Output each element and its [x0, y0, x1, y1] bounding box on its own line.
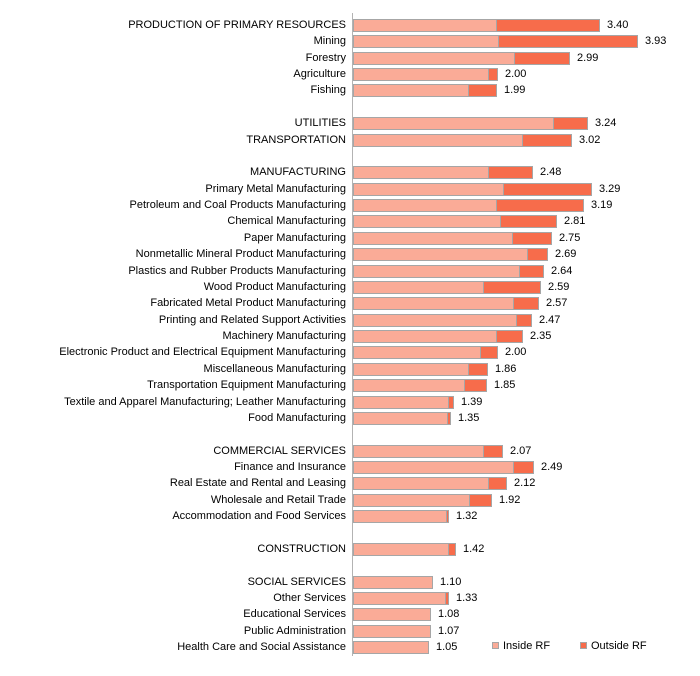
bar-category-label: Miscellaneous Manufacturing [203, 363, 346, 375]
bar-category-label: Other Services [273, 592, 346, 604]
bar-value-label: 2.49 [541, 461, 563, 473]
bar-segment-outside-rf [469, 494, 492, 507]
bar-segment-inside-rf [353, 199, 497, 212]
bar-segment-outside-rf [483, 445, 503, 458]
bar-segment-outside-rf [553, 117, 588, 130]
legend-item-inside-rf [492, 640, 550, 653]
bar-segment-inside-rf [353, 494, 470, 507]
inside-rf-swatch-icon [492, 642, 499, 649]
bar-category-label: Mining [313, 35, 346, 47]
bar-segment-inside-rf [353, 134, 523, 147]
bar-value-label: 1.05 [436, 641, 458, 653]
bar-category-label: Agriculture [293, 68, 346, 80]
bar-segment-outside-rf [503, 183, 592, 196]
bar-segment-outside-rf [498, 35, 638, 48]
bar-value-label: 3.02 [579, 134, 601, 146]
bar-value-label: 2.64 [551, 265, 573, 277]
bar-segment-inside-rf [353, 35, 499, 48]
bar-value-label: 3.93 [645, 35, 667, 47]
bar-category-label: Primary Metal Manufacturing [205, 183, 346, 195]
bar-value-label: 1.07 [438, 625, 460, 637]
bar-segment-inside-rf [353, 379, 465, 392]
bar-segment-inside-rf [353, 52, 515, 65]
bar-value-label: 1.39 [461, 396, 483, 408]
bar-segment-outside-rf [445, 592, 449, 605]
bar-value-label: 2.47 [539, 314, 561, 326]
bar-category-label: Paper Manufacturing [243, 232, 346, 244]
bar-segment-outside-rf [468, 363, 488, 376]
bar-category-label: Nonmetallic Mineral Product Manufacturing [135, 248, 346, 260]
bar-segment-outside-rf [522, 134, 572, 147]
bar-segment-inside-rf [353, 84, 469, 97]
bar-segment-outside-rf [513, 461, 534, 474]
bar-category-label: Fishing [310, 84, 346, 96]
bar-value-label: 1.86 [495, 363, 517, 375]
bar-value-label: 3.24 [595, 117, 617, 129]
bar-segment-inside-rf [353, 592, 446, 605]
bar-category-label: Machinery Manufacturing [222, 330, 346, 342]
bar-segment-inside-rf [353, 314, 517, 327]
bar-value-label: 2.59 [548, 281, 570, 293]
bar-category-label: Chemical Manufacturing [227, 215, 346, 227]
bar-segment-outside-rf [488, 166, 533, 179]
bar-category-label: Printing and Related Support Activities [158, 314, 346, 326]
bar-segment-inside-rf [353, 183, 504, 196]
bar-segment-outside-rf [496, 330, 523, 343]
bar-category-label: Fabricated Metal Product Manufacturing [150, 297, 346, 309]
bar-value-label: 1.92 [499, 494, 521, 506]
bar-value-label: 1.85 [494, 379, 516, 391]
legend-label-inside-rf: Inside RF [503, 640, 551, 652]
bar-category-label: Plastics and Rubber Products Manufacturing [128, 265, 346, 277]
bar-value-label: 1.08 [438, 608, 460, 620]
bar-value-label: 2.00 [505, 346, 527, 358]
bar-segment-inside-rf [353, 608, 431, 621]
bar-category-label: Finance and Insurance [234, 461, 346, 473]
bar-segment-inside-rf [353, 215, 501, 228]
bar-segment-outside-rf [488, 68, 498, 81]
bar-value-label: 1.10 [440, 576, 462, 588]
bar-segment-outside-rf [527, 248, 548, 261]
bar-category-label: PRODUCTION OF PRIMARY RESOURCES [128, 19, 346, 31]
bar-segment-inside-rf [353, 265, 520, 278]
bar-value-label: 2.81 [564, 215, 586, 227]
bar-segment-inside-rf [353, 330, 497, 343]
bar-segment-outside-rf [516, 314, 532, 327]
bar-value-label: 3.29 [599, 183, 621, 195]
bar-segment-outside-rf [483, 281, 541, 294]
bar-value-label: 2.35 [530, 330, 552, 342]
legend-item-outside-rf [580, 640, 647, 653]
bar-category-label: SOCIAL SERVICES [247, 576, 346, 588]
bar-value-label: 2.00 [505, 68, 527, 80]
bar-segment-inside-rf [353, 166, 489, 179]
bar-value-label: 1.35 [458, 412, 480, 424]
bar-segment-inside-rf [353, 363, 469, 376]
bar-category-label: Health Care and Social Assistance [177, 641, 346, 653]
bar-segment-outside-rf [468, 84, 497, 97]
bar-segment-inside-rf [353, 297, 514, 310]
bar-category-label: Forestry [305, 52, 346, 64]
bar-category-label: CONSTRUCTION [257, 543, 346, 555]
bar-segment-outside-rf [500, 215, 557, 228]
bar-segment-outside-rf [446, 510, 449, 523]
bar-segment-outside-rf [519, 265, 544, 278]
bar-category-label: Food Manufacturing [248, 412, 346, 424]
bar-value-label: 3.19 [591, 199, 613, 211]
bar-segment-inside-rf [353, 576, 433, 589]
bar-value-label: 1.32 [456, 510, 478, 522]
bar-value-label: 2.48 [540, 166, 562, 178]
bar-value-label: 2.12 [514, 477, 536, 489]
bar-segment-inside-rf [353, 68, 489, 81]
bar-value-label: 2.75 [559, 232, 581, 244]
bar-segment-outside-rf [513, 297, 539, 310]
bar-segment-inside-rf [353, 117, 554, 130]
bar-category-label: Transportation Equipment Manufacturing [147, 379, 346, 391]
bar-value-label: 1.33 [456, 592, 478, 604]
bar-segment-inside-rf [353, 625, 431, 638]
bar-value-label: 2.99 [577, 52, 599, 64]
bar-category-label: Educational Services [243, 608, 346, 620]
bar-segment-inside-rf [353, 461, 514, 474]
bar-category-label: Real Estate and Rental and Leasing [169, 477, 346, 489]
bar-category-label: Wood Product Manufacturing [203, 281, 346, 293]
legend-label-outside-rf: Outside RF [591, 640, 647, 652]
bar-category-label: Electronic Product and Electrical Equipment Manufacturing [59, 346, 346, 358]
bar-segment-inside-rf [353, 396, 449, 409]
bar-segment-outside-rf [447, 412, 451, 425]
bar-segment-outside-rf [496, 19, 600, 32]
outside-rf-swatch-icon [580, 642, 587, 649]
bar-segment-outside-rf [480, 346, 498, 359]
bar-value-label: 3.40 [607, 19, 629, 31]
bar-category-label: Wholesale and Retail Trade [210, 494, 346, 506]
bar-category-label: Textile and Apparel Manufacturing; Leather Manufacturing [64, 396, 346, 408]
bar-value-label: 1.42 [463, 543, 485, 555]
bar-segment-inside-rf [353, 477, 489, 490]
bar-category-label: UTILITIES [294, 117, 346, 129]
bar-segment-inside-rf [353, 248, 528, 261]
bar-category-label: MANUFACTURING [250, 166, 346, 178]
bar-segment-outside-rf [512, 232, 552, 245]
bar-segment-outside-rf [448, 543, 456, 556]
bar-segment-outside-rf [488, 477, 507, 490]
bar-segment-inside-rf [353, 641, 429, 654]
bar-segment-inside-rf [353, 543, 449, 556]
bar-segment-inside-rf [353, 445, 484, 458]
bar-segment-outside-rf [464, 379, 487, 392]
bar-value-label: 2.07 [510, 445, 532, 457]
bar-segment-inside-rf [353, 510, 447, 523]
bar-segment-outside-rf [448, 396, 454, 409]
bar-category-label: TRANSPORTATION [246, 134, 346, 146]
bar-segment-inside-rf [353, 281, 484, 294]
bar-segment-inside-rf [353, 232, 513, 245]
bar-category-label: Petroleum and Coal Products Manufacturing [129, 199, 346, 211]
bar-value-label: 2.57 [546, 297, 568, 309]
bar-category-label: Accommodation and Food Services [172, 510, 346, 522]
bar-segment-outside-rf [514, 52, 570, 65]
bar-value-label: 1.99 [504, 84, 526, 96]
bar-segment-inside-rf [353, 19, 497, 32]
bar-segment-inside-rf [353, 412, 448, 425]
bar-segment-inside-rf [353, 346, 481, 359]
bar-segment-outside-rf [496, 199, 584, 212]
bar-category-label: Public Administration [243, 625, 346, 637]
bar-category-label: COMMERCIAL SERVICES [213, 445, 346, 457]
bar-value-label: 2.69 [555, 248, 577, 260]
